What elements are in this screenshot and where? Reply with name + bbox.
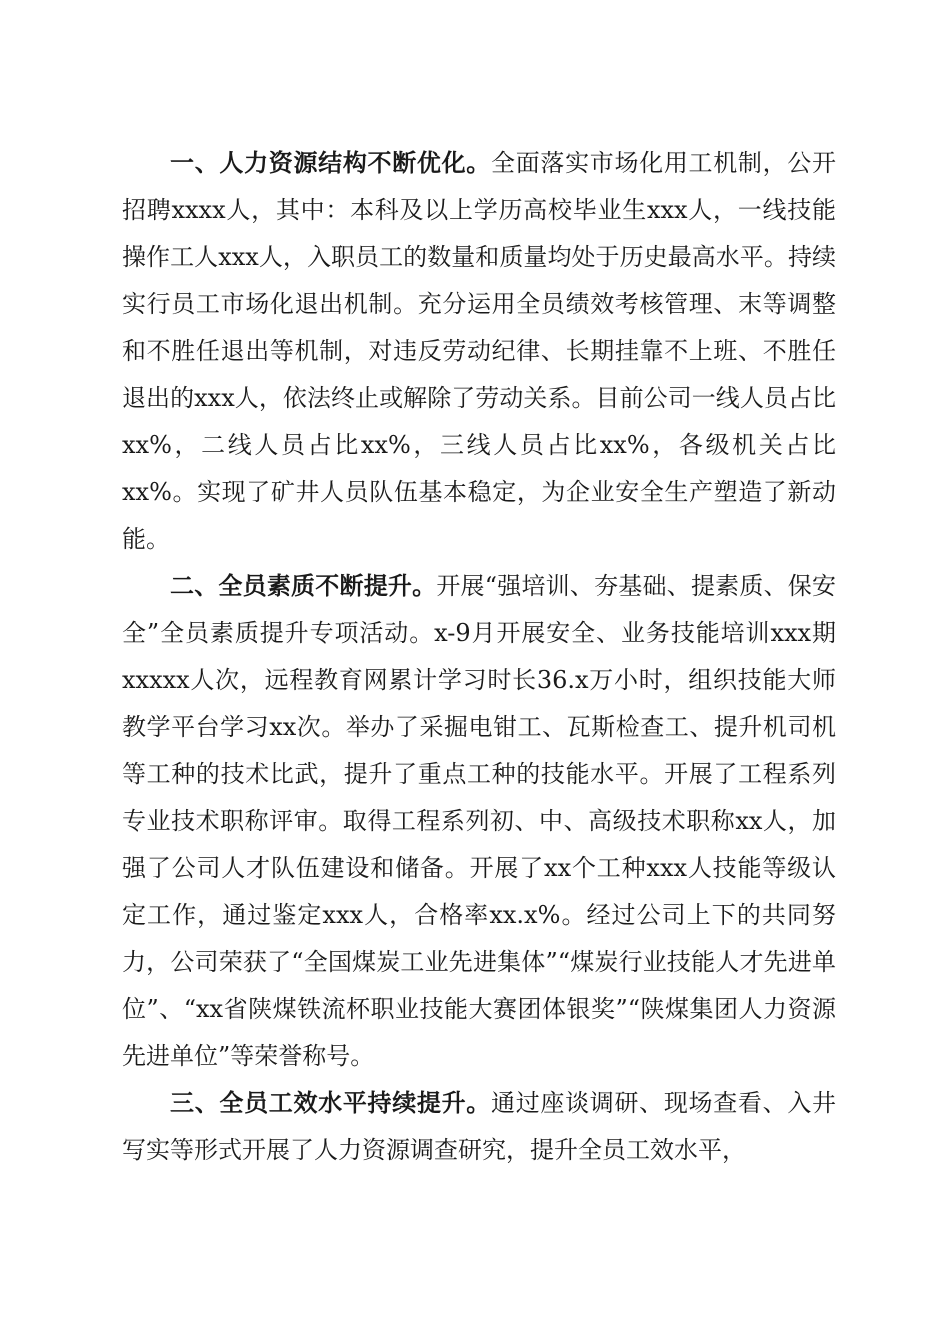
section-heading-2: 二、全员素质不断提升。	[170, 572, 437, 600]
document-body	[122, 140, 836, 1174]
section-text-1: 全面落实市场化用工机制，公开招聘xxxx人，其中：本科及以上学历高校毕业生xxx人，一线技能操作工人xxx人，入职员工的数量和质量均处于历史最高水平。持续实行员工市场化退出机制。充分运用全员绩效考核管理、末等调整和不胜任退出等机制，对违反劳动纪律、长期挂靠不上班、不胜任退出的xxx人，依法终止或解除了劳动关系。目前公司一线人员占比xx%，二线人员占比xx%，三线人员占比xx%，各级机关占比xx%。实现了矿井人员队伍基本稳定，为企业安全生产塑造了新动能。	[122, 149, 836, 553]
section-text-2: 开展“强培训、夯基础、提素质、保安全”全员素质提升专项活动。x-9月开展安全、业务技能培训xxx期xxxxx人次，远程教育网累计学习时长36.x万小时，组织技能大师教学平台学习xx次。举办了采掘电钳工、瓦斯检查工、提升机司机等工种的技术比武，提升了重点工种的技能水平。开展了工程系列专业技术职称评审。取得工程系列初、中、高级技术职称xx人，加强了公司人才队伍建设和储备。开展了xx个工种xxx人技能等级认定工作，通过鉴定xxx人，合格率xx.x%。经过公司上下的共同努力，公司荣获了“全国煤炭工业先进集体”“煤炭行业技能人才先进单位”、“xx省陕煤铁流杯职业技能大赛团体银奖”“陕煤集团人力资源先进单位”等荣誉称号。	[122, 572, 837, 1070]
section-heading-1: 一、人力资源结构不断优化。	[170, 149, 491, 177]
section-heading-3: 三、全员工效水平持续提升。	[170, 1089, 491, 1117]
paragraph-3	[122, 1080, 836, 1174]
paragraph-2	[122, 563, 836, 1080]
section-text-3: 通过座谈调研、现场查看、入井写实等形式开展了人力资源调查研究，提升全员工效水平，	[122, 1089, 836, 1164]
paragraph-1	[122, 140, 836, 563]
